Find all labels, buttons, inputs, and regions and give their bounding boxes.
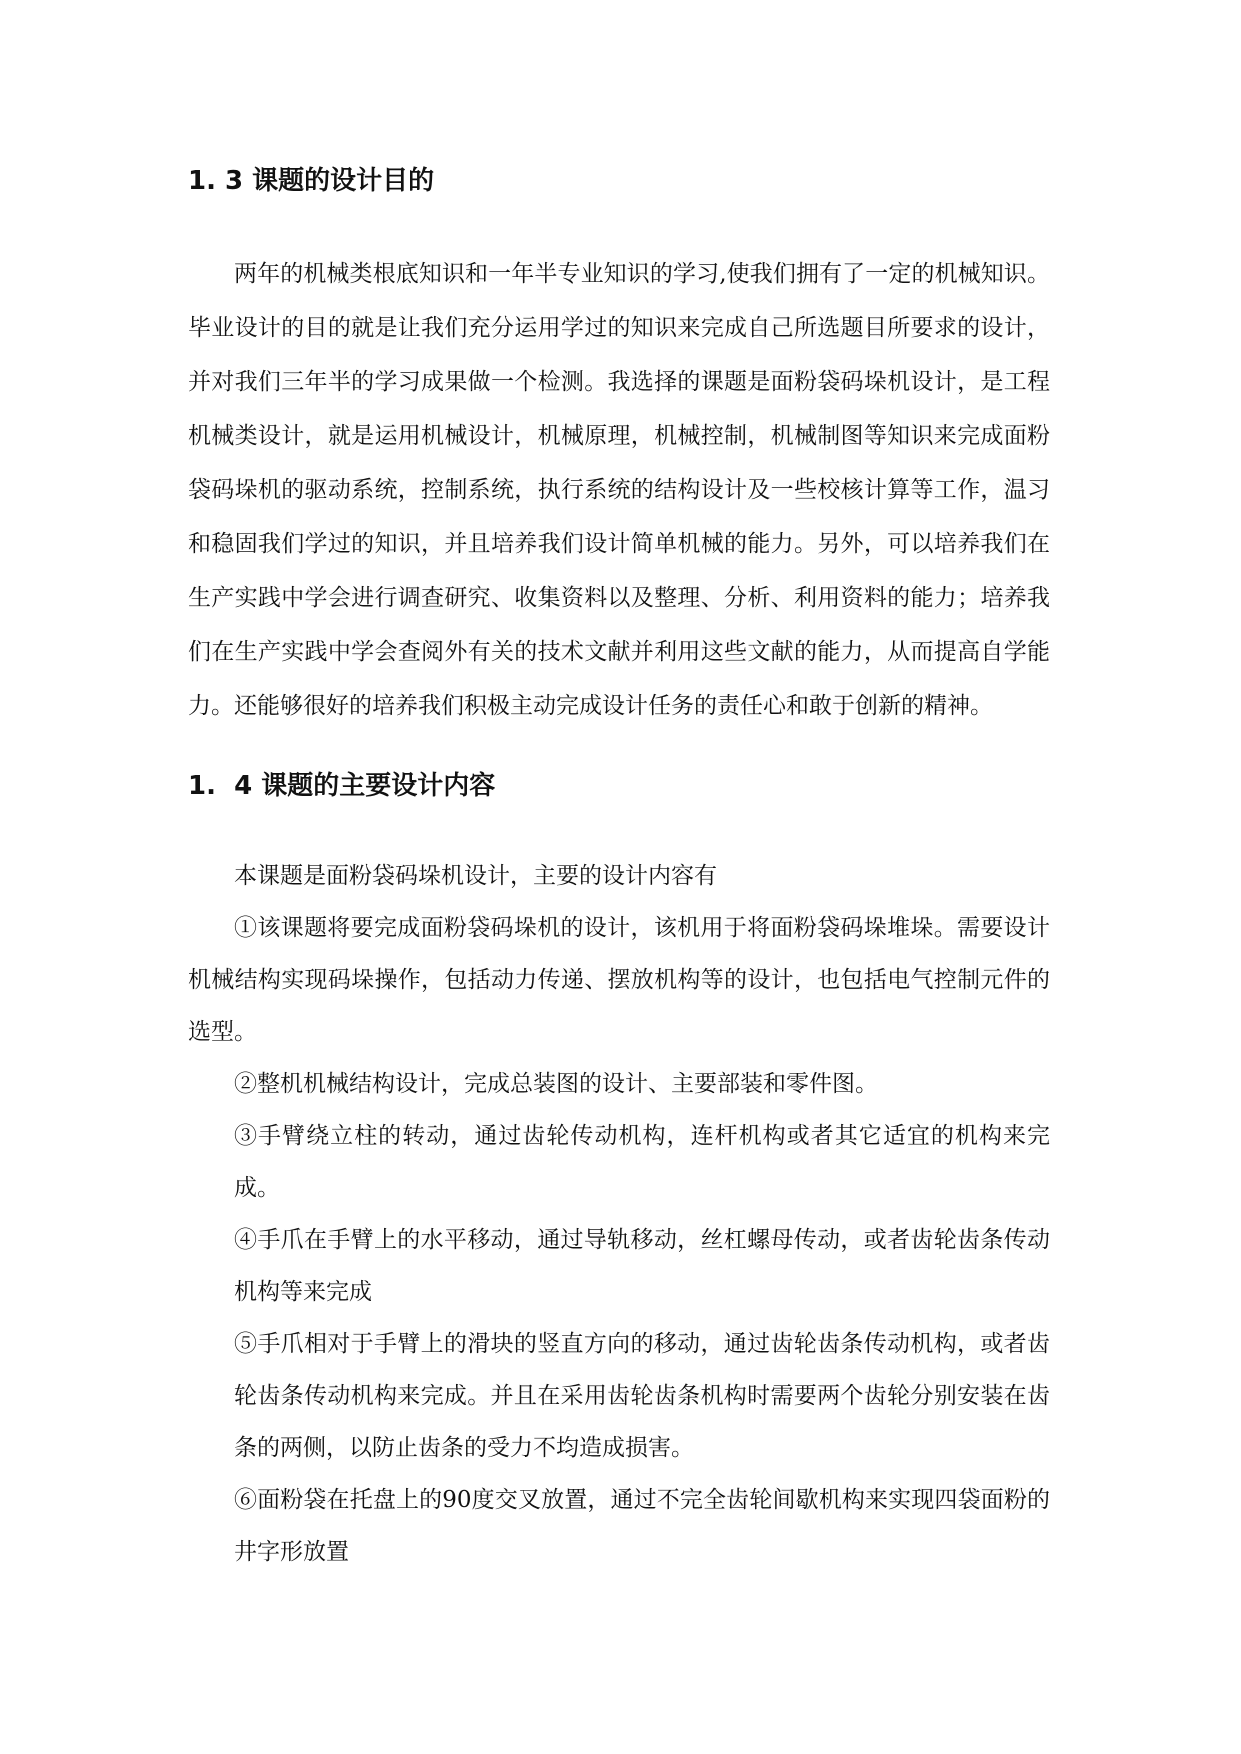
list-item: ⑥面粉袋在托盘上的90度交叉放置，通过不完全齿轮间歇机构来实现四袋面粉的井字形放置	[234, 1487, 1050, 1565]
list-item: ⑤手爪相对于手臂上的滑块的竖直方向的移动，通过齿轮齿条传动机构，或者齿轮齿条传动机构来完成。并且在采用齿轮齿条机构时需要两个齿轮分别安装在齿条的两侧，以防止齿条的受力不均造成损害。	[234, 1331, 1050, 1461]
section-1-4-intro: 本课题是面粉袋码垛机设计，主要的设计内容有	[234, 863, 717, 889]
list-item: ④手爪在手臂上的水平移动，通过导轨移动，丝杠螺母传动，或者齿轮齿条传动机构等来完成	[234, 1227, 1050, 1305]
section-1-3-heading: 1. 3 课题的设计目的	[188, 166, 435, 196]
list-item: ③手臂绕立柱的转动，通过齿轮传动机构，连杆机构或者其它适宜的机构来完成。	[234, 1123, 1050, 1201]
section-1-4-heading: 1. 4 课题的主要设计内容	[188, 771, 496, 801]
section-1-3-paragraph: 两年的机械类根底知识和一年半专业知识的学习,使我们拥有了一定的机械知识。毕业设计的目的就是让我们充分运用学过的知识来完成自己所选题目所要求的设计，并对我们三年半的学习成果做一个检测。我选择的课题是面粉袋码垛机设计，是工程机械类设计，就是运用机械设计，机械原理，机械控制，机械制图等知识来完成面粉袋码垛机的驱动系统，控制系统，执行系统的结构设计及一些校核计算等工作，温习和稳固我们学过的知识，并且培养我们设计简单机械的能力。另外，可以培养我们在生产实践中学会进行调查研究、收集资料以及整理、分析、利用资料的能力；培养我们在生产实践中学会查阅外有关的技术文献并利用这些文献的能力，从而提高自学能力。还能够很好的培养我们积极主动完成设计任务的责任心和敢于创新的精神。	[188, 261, 1050, 719]
list-item: ②整机机械结构设计，完成总装图的设计、主要部装和零件图。	[234, 1071, 878, 1097]
section-1-4-content	[188, 850, 1050, 1578]
list-item: ①该课题将要完成面粉袋码垛机的设计，该机用于将面粉袋码垛堆垛。需要设计机械结构实现码垛操作，包括动力传递、摆放机构等的设计，也包括电气控制元件的选型。	[188, 915, 1050, 1045]
